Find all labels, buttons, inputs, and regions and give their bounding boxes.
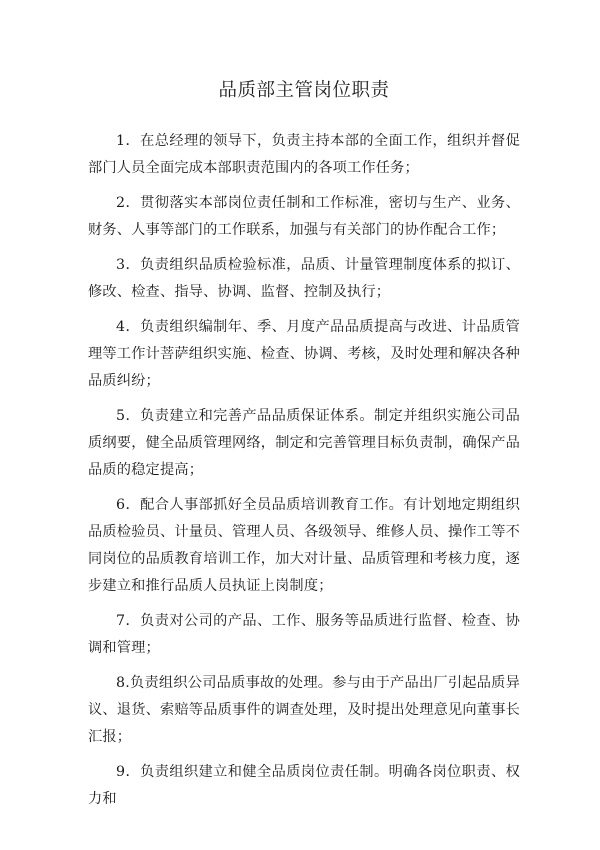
duty-list bbox=[88, 128, 520, 813]
duty-item-1: 1．在总经理的领导下，负责主持本部的全面工作，组织并督促部门人员全面完成本部职责范围内的各项工作任务； bbox=[88, 133, 520, 176]
duty-item-7: 7．负责对公司的产品、工作、服务等品质进行监督、检查、协调和管理； bbox=[88, 613, 520, 656]
duty-item-9: 9．负责组织建立和健全品质岗位责任制。明确各岗位职责、权力和 bbox=[88, 764, 520, 807]
duty-item-2: 2．贯彻落实本部岗位责任制和工作标准，密切与生产、业务、财务、人事等部门的工作联系，加强与有关部门的协作配合工作； bbox=[88, 195, 520, 238]
duty-item-8: 8.负责组织公司品质事故的处理。参与由于产品出厂引起品质异议、退货、索赔等品质事件的调查处理，及时提出处理意见向董事长汇报； bbox=[88, 675, 520, 745]
duty-item-5: 5．负责建立和完善产品品质保证体系。制定并组织实施公司品质纲要，健全品质管理网络，制定和完善管理目标负责制，确保产品品质的稳定提高； bbox=[88, 408, 520, 478]
duty-item-4: 4．负责组织编制年、季、月度产品品质提高与改进、计品质管理等工作计菩萨组织实施、检查、协调、考核，及时处理和解决各种品质纠纷； bbox=[88, 319, 520, 389]
document-title: 品质部主管岗位职责 bbox=[218, 80, 390, 101]
duty-item-3: 3．负责组织品质检验标准，品质、计量管理制度体系的拟订、修改、检查、指导、协调、监督、控制及执行； bbox=[88, 257, 520, 300]
duty-item-6: 6．配合人事部抓好全员品质培训教育工作。有计划地定期组织品质检验员、计量员、管理人员、各级领导、维修人员、操作工等不同岗位的品质教育培训工作，加大对计量、品质管理和考核力度，逐步建立和推行品质人员执证上岗制度； bbox=[88, 497, 520, 594]
